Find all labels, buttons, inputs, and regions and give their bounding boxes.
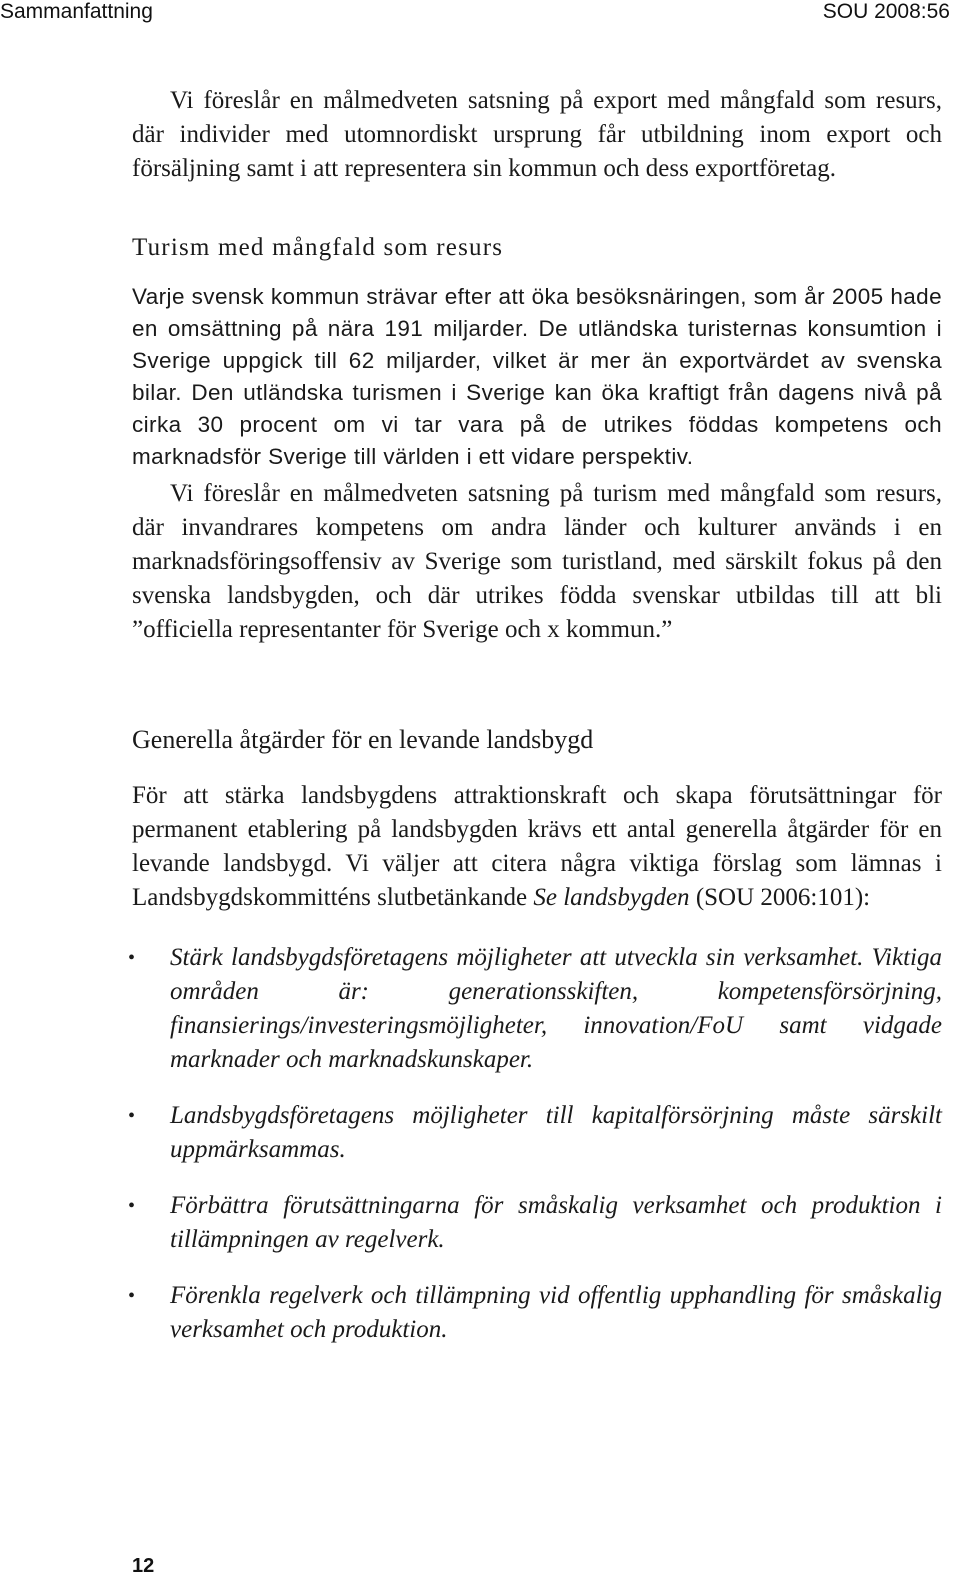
spacer xyxy=(132,915,942,941)
tourism-proposal-paragraph: Vi föreslår en målmedveten satsning på turism med mångfald som resurs, där invandrares kompetens om andra länder och kulturer används i en marknadsföringsoffensiv av Sverige som turistland, med särskilt fokus på den svenska landsbygden, och där utrikes födda svenskar utbildas till att bli ”officiella representanter för Sverige och x kommun.” xyxy=(132,480,942,643)
page-body xyxy=(128,84,942,1347)
bullet-icon: • xyxy=(128,1285,136,1307)
list-item xyxy=(128,1189,942,1257)
running-header xyxy=(0,0,960,26)
spacer xyxy=(132,265,942,281)
spacer xyxy=(132,757,942,779)
list-item-text: Stärk landsbygdsföretagens möjligheter att utveckla sin verksamhet. Viktiga områden är: generationsskiften, kompetensförsörjning, finansierings/investeringsmöjligheter, innovation/FoU samt vidgade marknader och marknadskunskaper. xyxy=(170,944,942,1073)
cited-report-title: Se landsbygden xyxy=(533,884,690,911)
header-section-title: Sammanfattning xyxy=(0,0,153,23)
bullet-icon: • xyxy=(128,947,136,969)
list-item-text: Landsbygdsföretagens möjligheter till kapitalförsörjning måste särskilt uppmärksammas. xyxy=(170,1102,942,1163)
header-report-number: SOU 2008:56 xyxy=(822,0,950,23)
rural-intro-reference: (SOU 2006:101): xyxy=(689,884,871,911)
tourism-paragraph: Varje svensk kommun strävar efter att öka besöksnäringen, som år 2005 hade en omsättning på nära 191 miljarder. De utländska turisternas konsumtion i Sverige uppgick till 62 miljarder, vilket är mer än exportvärdet av svenska bilar. Den utländska turismen i Sverige kan öka kraftigt från dagens nivå på cirka 30 procent om vi tar vara på de utrikes föddas kompetens och marknadsför Sverige till världen i ett vidare perspektiv. xyxy=(132,284,942,469)
rural-section-heading: Generella åtgärder för en levande landsbygd xyxy=(132,725,594,754)
spacer xyxy=(132,186,942,231)
list-item xyxy=(128,941,942,1077)
proposal-list xyxy=(128,941,942,1347)
page-number: 12 xyxy=(132,1555,155,1577)
bullet-icon: • xyxy=(128,1195,136,1217)
rural-intro-paragraph xyxy=(132,779,942,915)
tourism-section-heading: Turism med mångfald som resurs xyxy=(132,234,504,261)
list-item-text: Förbättra förutsättningarna för småskalig verksamhet och produktion i tillämpningen av regelverk. xyxy=(170,1192,942,1253)
rural-intro-text: För att stärka landsbygdens attraktionskraft och skapa förutsättningar för permanent etablering på landsbygden krävs ett antal generella åtgärder för en levande landsbygd. Vi väljer att citera några viktiga förslag som lämnas i Landsbygdskommitténs slutbetänkande xyxy=(132,782,942,911)
export-proposal-paragraph: Vi föreslår en målmedveten satsning på export med mångfald som resurs, där individer med utomnordiskt ursprung får utbildning inom export och försäljning samt i att representera sin kommun och dess exportföretag. xyxy=(132,87,942,182)
list-item xyxy=(128,1279,942,1347)
list-item xyxy=(128,1099,942,1167)
spacer xyxy=(132,647,942,723)
list-item-text: Förenkla regelverk och tillämpning vid offentlig upphandling för småskalig verksamhet och produktion. xyxy=(170,1282,942,1343)
bullet-icon: • xyxy=(128,1105,136,1127)
